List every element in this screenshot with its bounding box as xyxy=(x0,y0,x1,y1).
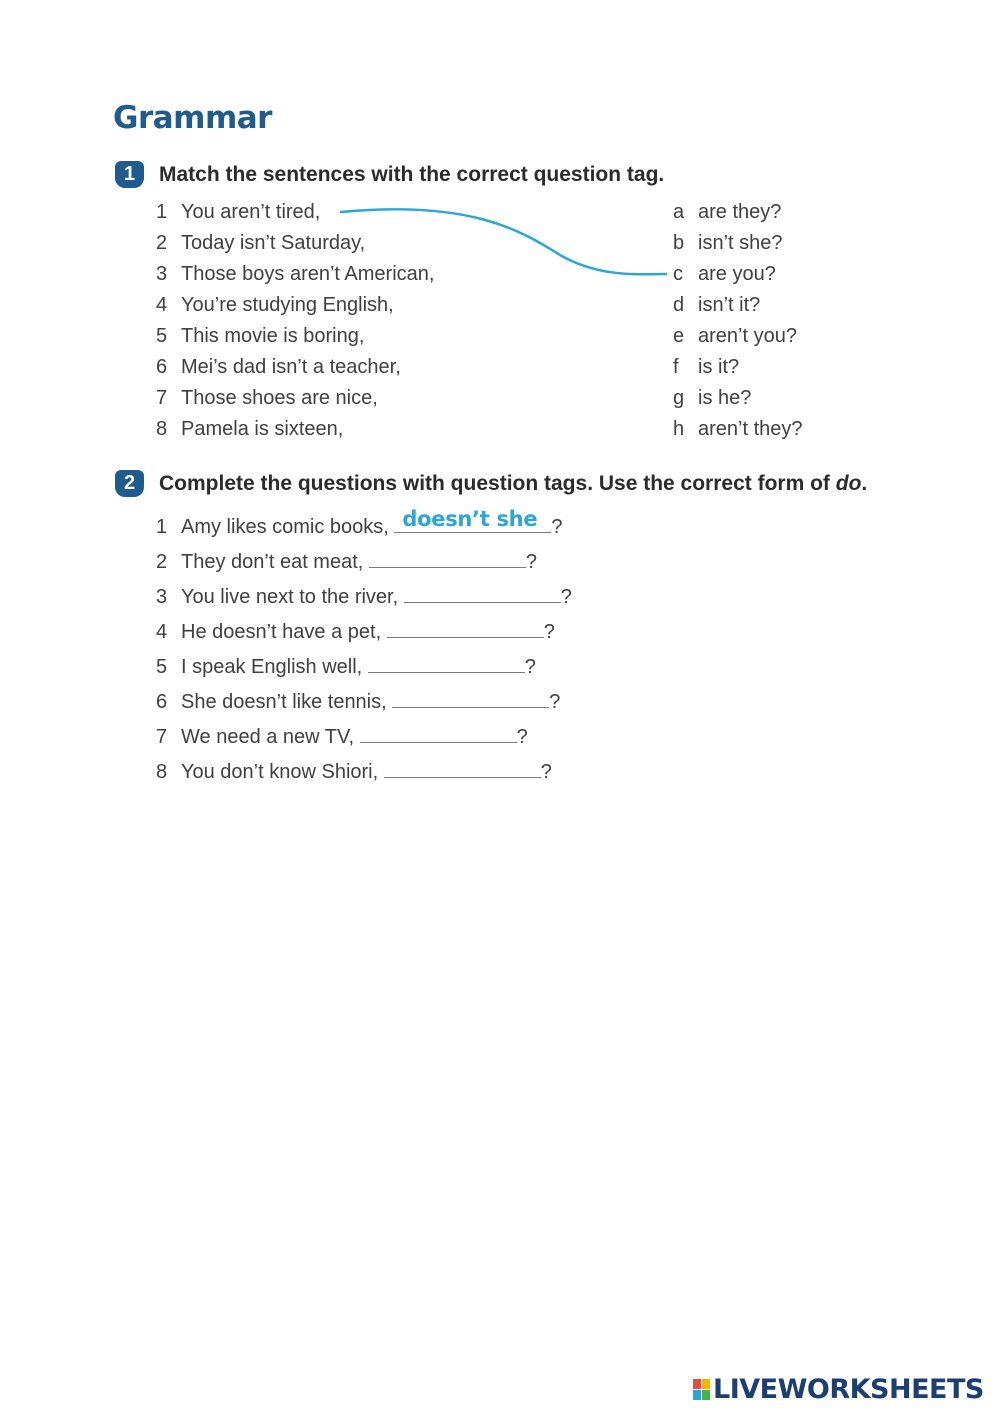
question-6 xyxy=(156,687,560,714)
sentence-number: 5 xyxy=(156,325,168,347)
answer-blank[interactable] xyxy=(369,547,526,568)
instruction-end: . xyxy=(861,471,868,495)
tag-text: aren’t they? xyxy=(698,418,803,440)
question-number: 3 xyxy=(156,586,168,608)
question-2 xyxy=(156,547,537,574)
question-5 xyxy=(156,652,536,679)
question-number: 7 xyxy=(156,726,168,748)
question-mark: ? xyxy=(516,726,528,748)
question-8 xyxy=(156,757,552,784)
tag-letter: f xyxy=(673,356,679,378)
question-text: She doesn’t like tennis, xyxy=(181,691,387,713)
sentence-text: This movie is boring, xyxy=(181,325,365,347)
exercise-2-header xyxy=(115,470,867,497)
answer-blank[interactable] xyxy=(368,652,525,673)
tag-e[interactable] xyxy=(673,324,797,348)
tag-letter: a xyxy=(673,201,685,223)
sentence-number: 6 xyxy=(156,356,168,378)
question-mark: ? xyxy=(543,621,555,643)
tag-letter: c xyxy=(673,263,683,285)
tag-g[interactable] xyxy=(673,386,751,410)
answer-blank[interactable] xyxy=(404,582,561,603)
question-text: We need a new TV, xyxy=(181,726,355,748)
question-3 xyxy=(156,582,572,609)
tag-text: are they? xyxy=(698,201,782,223)
question-text: You don’t know Shiori, xyxy=(181,761,379,783)
question-number: 5 xyxy=(156,656,168,678)
sentence-number: 1 xyxy=(156,201,168,223)
match-line xyxy=(0,0,1000,300)
question-7 xyxy=(156,722,528,749)
exercise-1-instruction: Match the sentences with the correct question tag. xyxy=(159,162,665,186)
tag-text: isn’t it? xyxy=(698,294,761,316)
page-title: Grammar xyxy=(113,100,272,136)
sentence-number: 2 xyxy=(156,232,168,254)
question-mark: ? xyxy=(551,516,563,538)
tag-text: isn’t she? xyxy=(698,232,783,254)
question-number: 1 xyxy=(156,516,168,538)
tag-letter: g xyxy=(673,387,685,409)
question-4 xyxy=(156,617,555,644)
sentence-text: Pamela is sixteen, xyxy=(181,418,344,440)
sentence-number: 8 xyxy=(156,418,168,440)
sentence-text: Those boys aren’t American, xyxy=(181,263,435,285)
question-number: 4 xyxy=(156,621,168,643)
sentence-number: 7 xyxy=(156,387,168,409)
sentence-number: 3 xyxy=(156,263,168,285)
instruction-italic: do xyxy=(835,471,862,495)
question-mark: ? xyxy=(540,761,552,783)
exercise-1-number: 1 xyxy=(115,161,144,188)
tag-f[interactable] xyxy=(673,355,739,379)
sentence-text: You aren’t tired, xyxy=(181,201,321,223)
sentence-7[interactable] xyxy=(156,386,378,410)
question-number: 2 xyxy=(156,551,168,573)
answer-blank[interactable] xyxy=(387,617,544,638)
answer-text: doesn’t she xyxy=(402,507,538,531)
answer-blank[interactable] xyxy=(394,507,551,533)
answer-blank[interactable] xyxy=(392,687,549,708)
sentence-5[interactable] xyxy=(156,324,364,348)
question-text: He doesn’t have a pet, xyxy=(181,621,382,643)
question-1 xyxy=(156,507,563,539)
tag-letter: d xyxy=(673,294,685,316)
tag-text: are you? xyxy=(698,263,776,285)
question-text: Amy likes comic books, xyxy=(181,516,389,538)
question-mark: ? xyxy=(560,586,572,608)
sentence-text: You’re studying English, xyxy=(181,294,394,316)
sentence-text: Those shoes are nice, xyxy=(181,387,378,409)
question-text: They don’t eat meat, xyxy=(181,551,364,573)
tag-letter: b xyxy=(673,232,685,254)
question-text: I speak English well, xyxy=(181,656,363,678)
question-number: 8 xyxy=(156,761,168,783)
tag-letter: h xyxy=(673,418,685,440)
question-mark: ? xyxy=(525,551,538,573)
sentence-6[interactable] xyxy=(156,355,401,379)
tag-text: is it? xyxy=(698,356,740,378)
exercise-2-instruction xyxy=(159,472,867,496)
answer-blank[interactable] xyxy=(384,757,541,778)
brand-icon xyxy=(693,1379,710,1400)
question-number: 6 xyxy=(156,691,168,713)
exercise-2-number: 2 xyxy=(115,470,144,497)
question-text: You live next to the river, xyxy=(181,586,399,608)
tag-letter: e xyxy=(673,325,685,347)
sentence-text: Today isn’t Saturday, xyxy=(181,232,366,254)
sentence-8[interactable] xyxy=(156,417,343,441)
brand-name: LIVEWORKSHEETS xyxy=(713,1374,984,1405)
instruction-text: Complete the questions with question tags. Use the correct form of xyxy=(159,471,836,495)
tag-text: aren’t you? xyxy=(698,325,797,347)
tag-text: is he? xyxy=(698,387,752,409)
liveworksheets-logo xyxy=(693,1374,984,1405)
sentence-text: Mei’s dad isn’t a teacher, xyxy=(181,356,401,378)
question-mark: ? xyxy=(549,691,561,713)
sentence-number: 4 xyxy=(156,294,168,316)
tag-h[interactable] xyxy=(673,417,803,441)
answer-blank[interactable] xyxy=(360,722,517,743)
question-mark: ? xyxy=(524,656,536,678)
